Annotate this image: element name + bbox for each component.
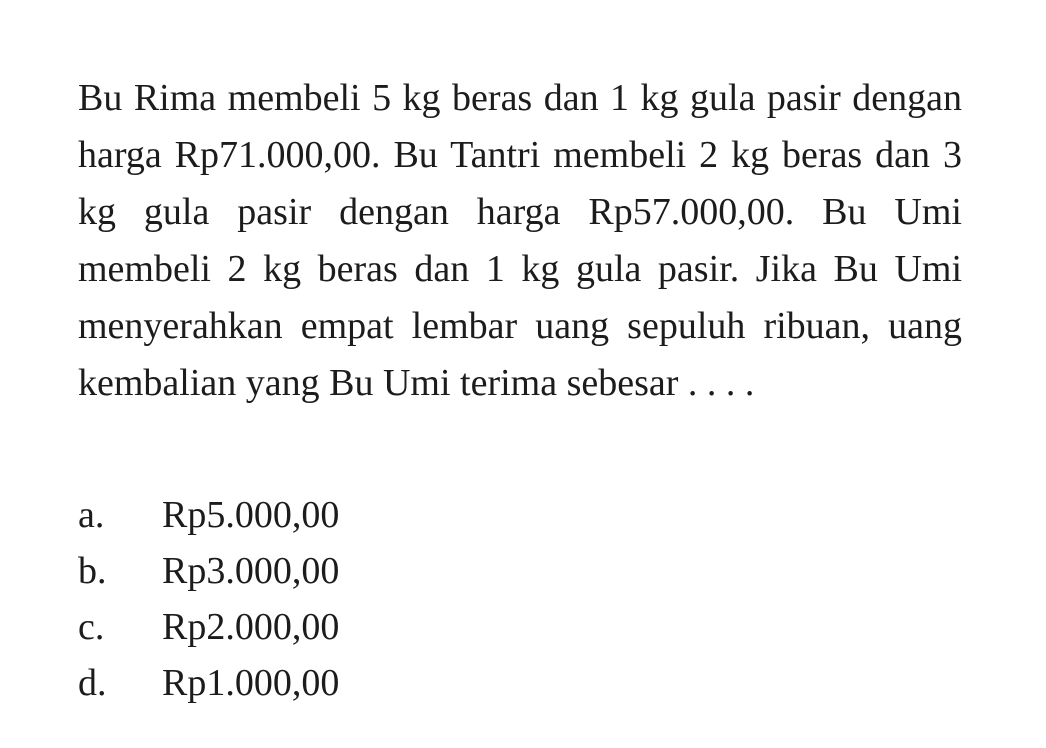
option-b [78,543,339,599]
option-letter: d. [78,662,107,704]
option-c [78,599,339,655]
answer-options [78,487,339,711]
option-value: Rp2.000,00 [162,606,340,648]
option-letter: c. [78,606,105,648]
option-value: Rp3.000,00 [162,550,340,592]
option-letter: a. [78,494,105,536]
option-value: Rp5.000,00 [162,494,340,536]
option-a [78,487,339,543]
option-value: Rp1.000,00 [162,662,340,704]
question-text: Bu Rima membeli 5 kg beras dan 1 kg gula pasir dengan harga Rp71.000,00. Bu Tantri membeli 2 kg beras dan 3 kg gula pasir dengan harga Rp57.000,00. Bu Umi membeli 2 kg beras dan 1 kg gula pasir. Jika Bu Umi menyerahkan empat lembar uang sepuluh ribuan, uang kembalian yang Bu Umi terima sebesar . . . . [78,77,962,404]
option-d [78,655,339,711]
option-letter: b. [78,550,107,592]
